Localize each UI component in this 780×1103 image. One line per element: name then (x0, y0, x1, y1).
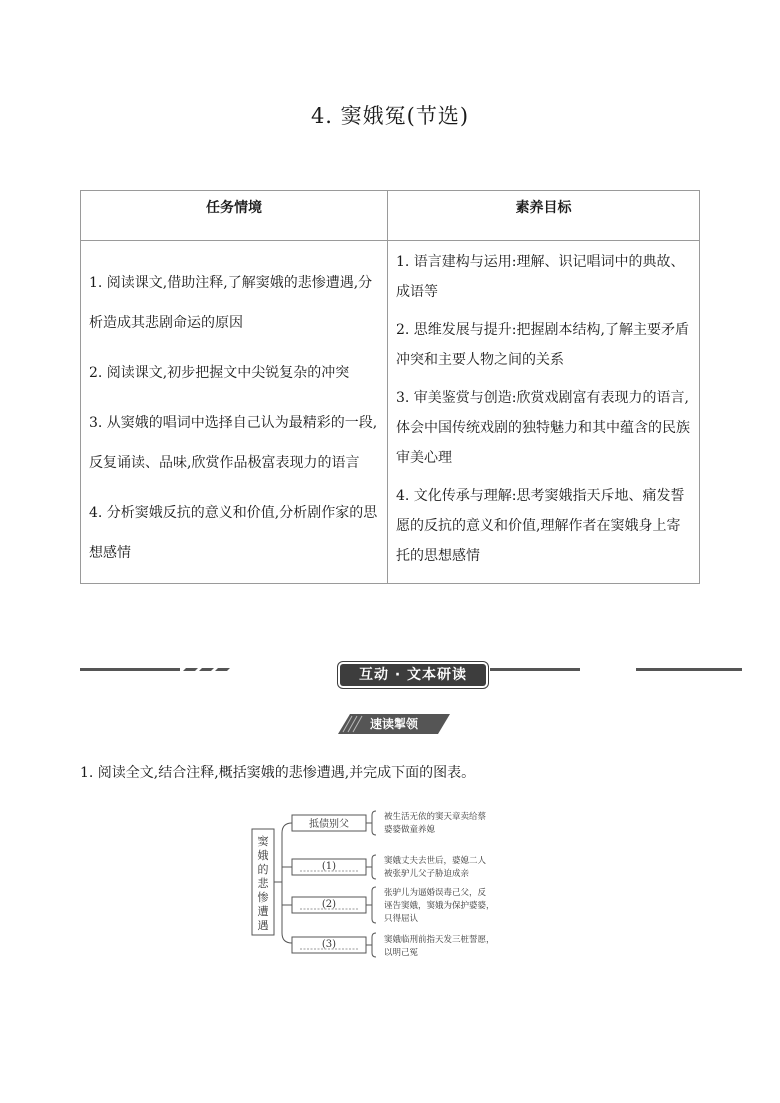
literacy-goals-list (396, 245, 691, 571)
branch-label: 抵债别父 (309, 819, 349, 830)
table-body-row (81, 241, 700, 584)
branch-desc: 被生活无依的窦天章卖给蔡 (384, 812, 487, 822)
root-char: 的 (257, 863, 269, 876)
section-banner: 互动 · 文本研读 (340, 664, 486, 686)
root-char: 窦 (257, 835, 269, 848)
branch-desc: 窦娥临刑前指天发三桩誓愿， (384, 935, 495, 945)
root-char: 悲 (257, 877, 269, 890)
task-item: 1. 阅读课文,借助注释,了解窦娥的悲惨遭遇,分析造成其悲剧命运的原因 (89, 275, 373, 331)
goal-item: 2. 思维发展与提升:把握剧本结构,了解主要矛盾冲突和主要人物之间的关系 (396, 322, 689, 368)
branch-desc: 以明己冤 (384, 948, 419, 958)
branch-label: (2) (321, 899, 337, 910)
branch-desc: 只得屈认 (384, 914, 419, 924)
branch-desc: 窦娥丈夫去世后，婆媳二人 (384, 856, 487, 866)
goal-item: 3. 审美鉴赏与创造:欣赏戏剧富有表现力的语言,体会中国传统戏剧的独特魅力和其中蕴含的民族审美心理 (396, 390, 690, 466)
branch-desc: 张驴儿为逼婚误毒己父，反 (384, 888, 487, 898)
branch-label: (1) (321, 861, 337, 872)
header-literacy-goals: 素养目标 (388, 191, 700, 241)
table-header-row (81, 191, 700, 241)
task-context-cell (81, 241, 388, 584)
diagram-brace (274, 823, 292, 943)
diagram-root-text (258, 835, 270, 932)
suffering-diagram (248, 805, 548, 975)
branch-label: (3) (321, 939, 337, 950)
root-char: 惨 (257, 891, 269, 904)
task-item: 3. 从窦娥的唱词中选择自己认为最精彩的一段,反复诵读、品味,欣赏作品极富表现力的语言 (89, 415, 378, 471)
task-context-list (89, 245, 379, 573)
page-title: 4. 窦娥冤(节选) (310, 104, 470, 128)
literacy-goals-cell (388, 241, 700, 584)
section-tag (338, 714, 450, 734)
task-item: 4. 分析窦娥反抗的意义和价值,分析剧作家的思想感情 (89, 505, 378, 561)
branch-desc: 婆婆做童养媳 (384, 825, 436, 835)
root-char: 娥 (257, 849, 269, 862)
goal-item: 4. 文化传承与理解:思考窦娥指天斥地、痛发誓愿的反抗的意义和价值,理解作者在窦娥身上寄托的思想感情 (396, 488, 685, 564)
header-task-context: 任务情境 (81, 191, 388, 241)
task-item: 2. 阅读课文,初步把握文中尖锐复杂的冲突 (89, 365, 350, 381)
goal-item: 1. 语言建构与运用:理解、识记唱词中的典故、成语等 (396, 254, 685, 300)
goals-table (80, 190, 700, 584)
root-char: 遭 (257, 905, 269, 918)
tag-label: 速读掣领 (369, 717, 418, 731)
root-char: 遇 (257, 919, 269, 932)
branch-desc: 诬告窦娥，窦娥为保护婆婆， (384, 901, 495, 911)
branch-desc: 被张驴儿父子胁迫成亲 (384, 869, 470, 879)
question-text: 1. 阅读全文,结合注释,概括窦娥的悲惨遭遇,并完成下面的图表。 (80, 765, 476, 781)
